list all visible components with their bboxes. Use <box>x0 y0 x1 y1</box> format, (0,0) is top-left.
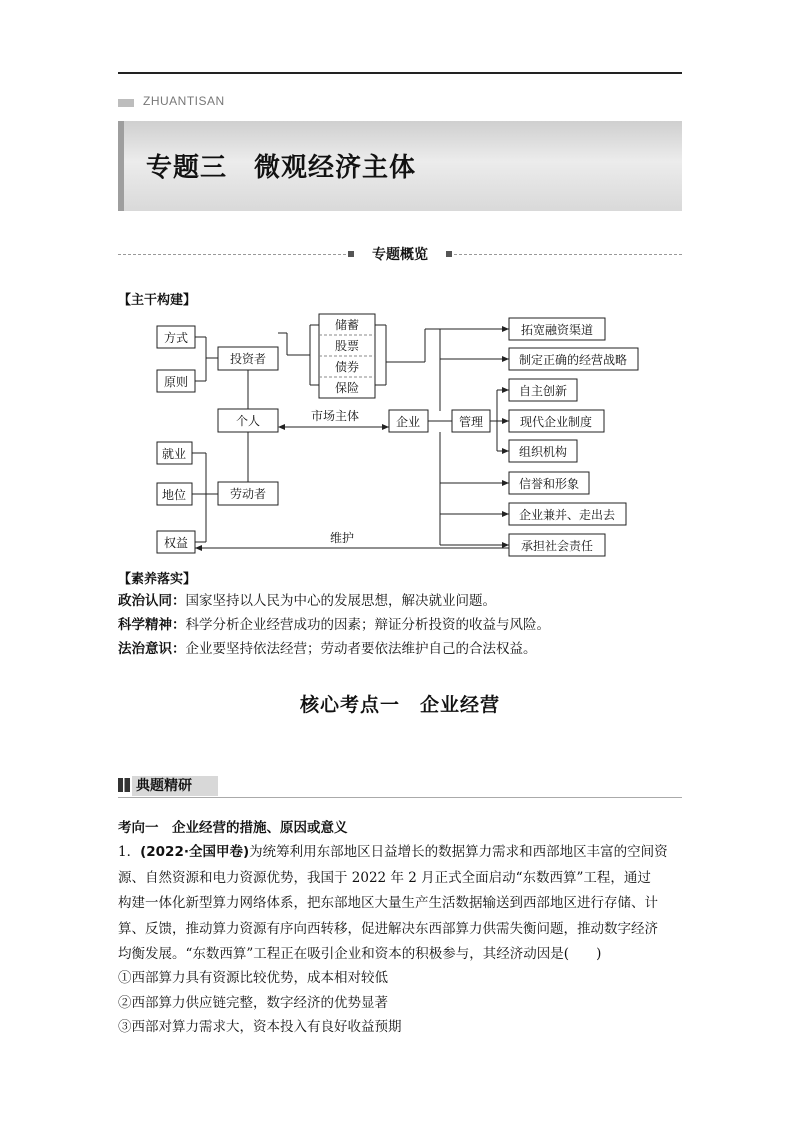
node-fangshi: 方式 <box>163 331 189 345</box>
option-2: ②西部算力供应链完整，数字经济的优势显著 <box>118 995 388 1011</box>
node-r1: 拓宽融资渠道 <box>520 323 594 337</box>
suyang-lead-2: 科学精神： <box>118 617 186 633</box>
node-shichangzhuti: 市场主体 <box>310 409 360 423</box>
node-r4: 现代企业制度 <box>519 415 593 429</box>
question-source: (2022·全国甲卷) <box>140 844 250 860</box>
question-line-1 <box>118 842 688 862</box>
node-weihu: 维护 <box>329 531 355 545</box>
node-r3: 自主创新 <box>518 384 568 398</box>
suyang-label: 【素养落实】 <box>118 572 197 587</box>
jingyan-rule <box>118 797 682 798</box>
question-line-4: 算、反馈，推动算力资源有序向西转移，促进解决东西部算力供需失衡问题，推动数字经济 <box>118 921 658 937</box>
node-zhaiquan: 债券 <box>334 360 360 374</box>
node-quanyi: 权益 <box>163 536 189 550</box>
suyang-item-1 <box>118 591 496 611</box>
page-title: 专题三 微观经济主体 <box>146 153 417 183</box>
jingyan-icon <box>118 778 130 792</box>
node-diwei: 地位 <box>161 488 187 502</box>
node-guanli: 管理 <box>458 415 484 429</box>
node-gupiao: 股票 <box>334 339 360 353</box>
node-geren: 个人 <box>235 414 261 428</box>
suyang-text-2: 科学分析企业经营成功的因素；辩证分析投资的收益与风险。 <box>185 617 550 633</box>
node-r5: 组织机构 <box>518 445 568 459</box>
question-number: 1． <box>118 844 141 860</box>
question-line-5: 均衡发展。“东数西算”工程正在吸引企业和资本的积极参与，其经济动因是( ) <box>118 946 602 962</box>
question-direction: 考向一 企业经营的措施、原因或意义 <box>118 820 348 836</box>
option-1: ①西部算力具有资源比较优势，成本相对较低 <box>118 970 388 986</box>
node-qiye: 企业 <box>395 415 421 429</box>
node-jiuye: 就业 <box>161 447 187 461</box>
suyang-item-2 <box>118 615 550 635</box>
node-yuanze: 原则 <box>163 375 189 389</box>
node-r6: 信誉和形象 <box>518 477 580 491</box>
jingyan-title: 典题精研 <box>136 778 192 794</box>
core-title: 核心考点一 企业经营 <box>299 694 500 716</box>
suyang-lead-3: 法治意识： <box>118 641 186 657</box>
header-tag: ZHUANTISAN <box>143 94 225 108</box>
node-baoxian: 保险 <box>334 381 360 395</box>
node-r7: 企业兼并、走出去 <box>518 508 616 522</box>
question-line-2: 源、自然资源和电力资源优势，我国于 2022 年 2 月正式全面启动“东数西算”工程，通过 <box>118 870 651 886</box>
suyang-item-3 <box>118 639 537 659</box>
node-chuxu: 储蓄 <box>334 318 360 332</box>
node-laodongzhe: 劳动者 <box>229 487 267 501</box>
question-line-3: 构建一体化新型算力网络体系，把东部地区大量生产生活数据输送到西部地区进行存储、计 <box>118 895 658 911</box>
section-overview-title: 专题概览 <box>372 247 428 263</box>
question-text-1: 为统筹利用东部地区日益增长的数据算力需求和西部地区丰富的空间资 <box>249 844 668 860</box>
suyang-text-1: 国家坚持以人民为中心的发展思想，解决就业问题。 <box>185 593 496 609</box>
suyang-text-3: 企业要坚持依法经营；劳动者要依法维护自己的合法权益。 <box>185 641 537 657</box>
node-r8: 承担社会责任 <box>520 539 594 553</box>
framework-label: 【主干构建】 <box>118 293 197 308</box>
suyang-lead-1: 政治认同： <box>118 593 186 609</box>
option-3: ③西部对算力需求大，资本投入有良好收益预期 <box>118 1019 402 1035</box>
node-touzizhe: 投资者 <box>229 352 267 366</box>
node-r2: 制定正确的经营战略 <box>518 353 628 367</box>
